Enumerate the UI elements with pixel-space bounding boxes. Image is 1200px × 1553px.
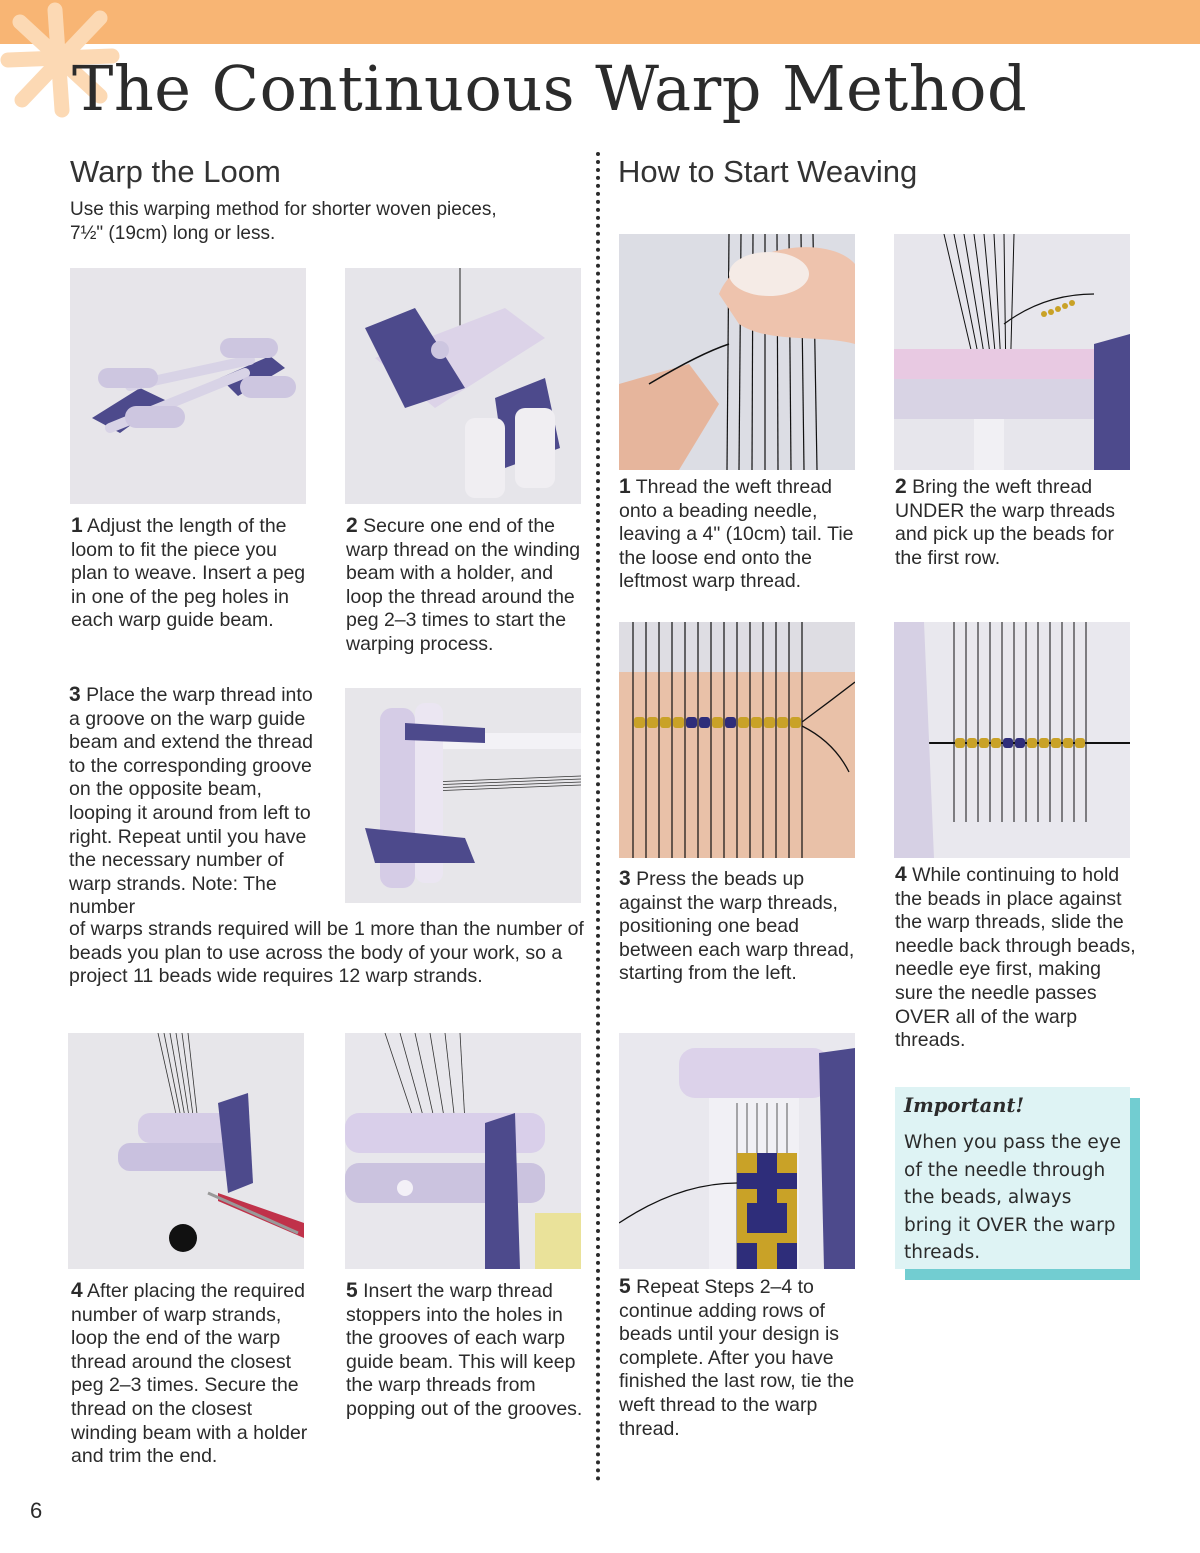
caption-left-step3-continued: of warps strands required will be 1 more than the number of beads you plan to use across the body of your work, so a project 11 beads wide requires 12 warp strands. (69, 918, 584, 988)
photo-step2-warp-peg (345, 268, 581, 504)
caption-left-step3: 3 Place the warp thread into a groove on the warp guide beam and extend the thread to the corresponding groove on the opposite beam, looping it around from left to right. Repeat until you have the necessary number of warp strands. Note: The number (69, 683, 313, 919)
photo-step5-thread-stoppers (345, 1033, 581, 1269)
photo-step4-trim-thread (68, 1033, 304, 1269)
section-heading-warp: Warp the Loom (70, 154, 281, 189)
important-heading: Important! (904, 1094, 1025, 1117)
section-intro: Use this warping method for shorter woven pieces, 7½" (19cm) long or less. (70, 199, 497, 244)
caption-left-step1: 1 Adjust the length of the loom to fit the piece you plan to weave. Insert a peg in one of the peg holes in each warp guide beam. (71, 514, 306, 632)
caption-right-step4: 4 While continuing to hold the beads in place against the warp threads, slide the needle back through beads, needle eye first, making sure the needle passes OVER all of the warp threads. (895, 863, 1136, 1052)
caption-right-step3: 3 Press the beads up against the warp threads, positioning one bead between each warp thread, starting from the left. (619, 867, 855, 985)
column-divider (596, 152, 600, 1482)
photo-step1-loom (70, 268, 306, 504)
caption-right-step1: 1 Thread the weft thread onto a beading needle, leaving a 4" (10cm) tail. Tie the loose end onto the leftmost warp thread. (619, 475, 854, 593)
photo-weave-step5-design (619, 1033, 855, 1269)
page-number: 6 (30, 1498, 43, 1523)
photo-weave-step3-press-beads (619, 622, 855, 858)
photo-step3-warp-groove (345, 688, 581, 903)
caption-right-step5: 5 Repeat Steps 2–4 to continue adding rows of beads until your design is complete. After you have finished the last row, tie the weft thread to the warp thread. (619, 1275, 855, 1440)
photo-weave-step1-needle (619, 234, 855, 470)
important-text: When you pass the eye of the needle through the beads, always bring it OVER the warp threads. (904, 1132, 1122, 1263)
caption-left-step5: 5 Insert the warp thread stoppers into the holes in the grooves of each warp guide beam. This will keep the warp threads from popping out of the grooves. (346, 1279, 583, 1420)
top-accent-bar (0, 0, 1200, 44)
caption-left-step2: 2 Secure one end of the warp thread on the winding beam with a holder, and loop the thread around the peg 2–3 times to start the warping process. (346, 514, 581, 655)
photo-weave-step4-needle-back (894, 622, 1130, 858)
section-heading-weaving: How to Start Weaving (618, 154, 918, 189)
caption-right-step2: 2 Bring the weft thread UNDER the warp threads and pick up the beads for the first row. (895, 475, 1116, 569)
page-title: The Continuous Warp Method (72, 52, 1028, 125)
photo-weave-step2-pick-beads (894, 234, 1130, 470)
caption-left-step4: 4 After placing the required number of warp strands, loop the end of the warp thread around the closest peg 2–3 times. Secure the thread on the closest winding beam with a holder and trim the end. (71, 1279, 308, 1468)
